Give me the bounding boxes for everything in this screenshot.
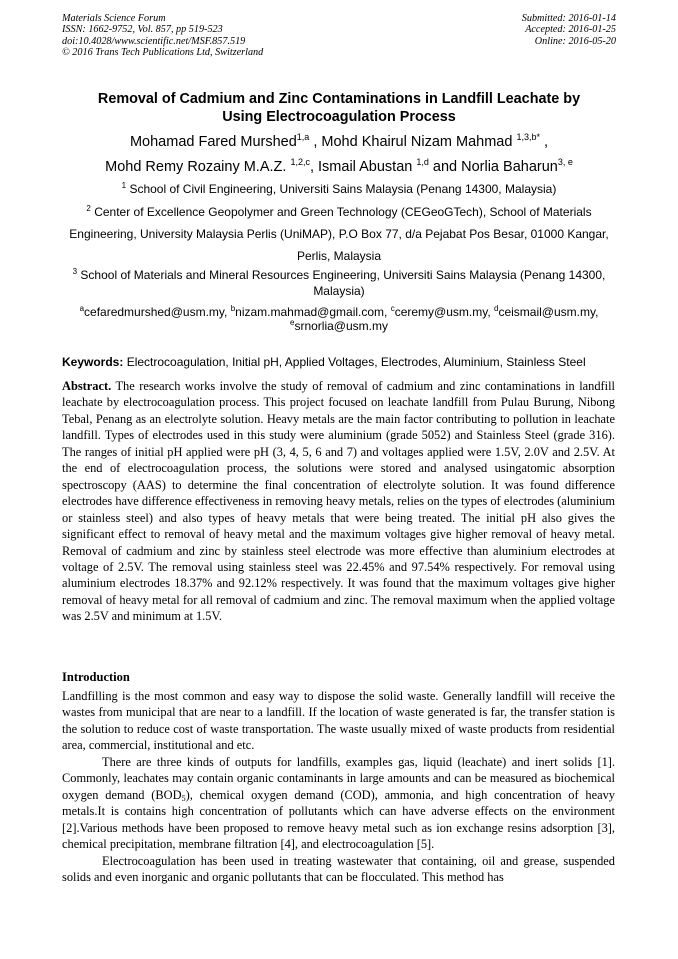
abstract-text: The research works involve the study of removal of cadmium and zinc contaminations in landfill leachate by electrocoagulation process. This project focused on leachate landfill from Pulau Burung, Nibong Tebal, Penang as an electrolyte solution. Heavy metals are the main factor contributing to pollution in leachate landfill. Types of electrodes used in this study were aluminium (grade 5052) and Stainless Steel (grade 316). The ranges of initial pH applied were pH (3, 4, 5, 6 and 7) and voltages applied were 1.5V, 2.0V and 2.5V. At the end of electrocoagulation process, the solutions were stored and analysed usingatomic absorption spectroscopy (AAS) to determine the final concentration of electrolyte solution. It was found difference electrodes have difference effectiveness in removing heavy metals, relies on the types of electrodes (aluminium or stainless steel) and also types of heavy metals that were being treated. The initial pH also gives the significant effect to removal of heavy metal and the maximum voltages give higher removal of heavy metal. Removal of cadmium and zinc by stainless steel electrode was more effective than aluminium electrodes at voltage of 2.5V. The removal using stainless steel was 22.45% and 97.54% respectively. For removal using aluminium electrodes 18.37% and 92.12% respectively. It was found that the maximum voltages give higher removal of heavy metal for all removal of cadmium and zinc. The removal maximum when the applied voltage was 2.5V and minimum at 1.5V. [62, 379, 615, 624]
aff-text: Center of Excellence Geopolymer and Green Technology (CEGeoGTech), School of Materials Engineering, University Malaysia Perlis (UniMAP), P.O Box 77, d/a Pejabat Pos Besar, 01000 Kangar, Perlis, Malaysia [69, 205, 609, 263]
copyright-line: © 2016 Trans Tech Publications Ltd, Switzerland [62, 47, 264, 59]
email: ceremy@usm.my, [394, 305, 495, 319]
journal-name: Materials Science Forum [62, 13, 166, 24]
separator: , [309, 134, 322, 150]
email-sup: d [494, 304, 499, 313]
email-sup: e [290, 318, 295, 327]
paragraph-text: ), chemical oxygen demand (COD), ammonia, and high concentration of heavy metals.It is contains high concentration of pollutants which can have adverse effects on the environment [2].Various methods have been proposed to remove heavy metal such as ion exchange resins adsorption [3], chemical precipitation, membrane filtration [4], and electrocoagulation [5]. [62, 787, 615, 852]
issn-line: ISSN: 1662-9752, Vol. 857, pp 519-523 [62, 24, 223, 36]
email-sup: c [390, 304, 395, 313]
email: srnorlia@usm.my [294, 319, 388, 333]
author-name: Mohd Khairul Nizam Mahmad [321, 134, 517, 150]
author-name: Ismail Abustan [318, 159, 417, 175]
aff-sup: 2 [86, 204, 91, 213]
title-line-1: Removal of Cadmium and Zinc Contaminations in Landfill Leachate by [97, 91, 581, 107]
aff-sup: 1 [121, 181, 127, 190]
author-line-1 [30, 130, 648, 155]
title-line-2: Using Electrocoagulation Process [222, 109, 456, 125]
keywords-label: Keywords: [62, 355, 124, 369]
author-name: Norlia Baharun [461, 159, 558, 175]
aff-text: School of Materials and Mineral Resources Engineering, Universiti Sains Malaysia (Penang 14300, Malaysia) [77, 268, 606, 298]
author-sup: 1,3,b* [516, 132, 540, 142]
author-name: Mohamad Fared Murshed [129, 134, 297, 150]
email: nizam.mahmad@gmail.com, [235, 305, 391, 319]
paragraph: Landfilling is the most common and easy way to dispose the solid waste. Generally landfill will receive the wastes from municipal that are near to a landfill. If the location of waste generated is far, the transfer station is the solution to reduce cost of waste transportation. The waste usually mixed of waste products from residential area, commercial, institutional and etc. [62, 689, 615, 753]
email-sup: a [79, 304, 85, 313]
affiliation-3 [55, 267, 623, 299]
author-line-2 [30, 155, 648, 180]
paper-title [40, 90, 638, 126]
introduction-body [62, 688, 615, 885]
abstract-label: Abstract. [62, 379, 112, 393]
subscript: 5 [181, 793, 186, 803]
paragraph-text: There are three kinds of outputs for landfills, examples gas, liquid (leachate) and inert solids [1]. Commonly, leachates may contain organic contaminants in large amounts and can be measured as biochemical oxygen demand (BOD [62, 754, 615, 802]
separator: , [309, 159, 319, 175]
author-sup: 3, e [557, 157, 573, 167]
email: cefaredmurshed@usm.my, [84, 305, 231, 319]
paragraph [62, 754, 615, 853]
author-sup: 1,a [296, 132, 310, 142]
keywords-text: Electrocoagulation, Initial pH, Applied Voltages, Electrodes, Aluminium, Stainless Steel [123, 355, 586, 369]
author-list [30, 130, 648, 180]
email-list [55, 305, 623, 333]
author-sup: 1,d [416, 157, 429, 167]
paragraph: Electrocoagulation has been used in treating wastewater that containing, oil and grease, suspended solids and even inorganic and organic pollutants that can be flocculated. This method has [62, 853, 615, 884]
doi-line: doi:10.4028/www.scientific.net/MSF.857.519 [62, 35, 246, 47]
author-name: Mohd Remy Rozainy M.A.Z. [105, 159, 291, 175]
email-sup: b [230, 304, 236, 313]
submitted-date: Submitted: 2016-01-14 [521, 13, 616, 24]
keywords [62, 355, 622, 369]
online-date: Online: 2016-05-20 [534, 35, 616, 47]
accepted-date: Accepted: 2016-01-25 [525, 24, 616, 36]
affiliation-1 [55, 180, 623, 199]
affiliation-2 [55, 201, 623, 267]
aff-text: School of Civil Engineering, Universiti Sains Malaysia (Penang 14300, Malaysia) [126, 182, 557, 196]
introduction-heading: Introduction [62, 670, 130, 684]
journal-info [62, 13, 263, 59]
dates-info [522, 13, 616, 47]
email: ceismail@usm.my, [498, 305, 599, 319]
separator: , [539, 134, 549, 150]
separator: and [428, 159, 462, 175]
aff-sup: 3 [72, 267, 78, 276]
abstract [62, 378, 615, 625]
author-sup: 1,2,c [290, 157, 310, 167]
